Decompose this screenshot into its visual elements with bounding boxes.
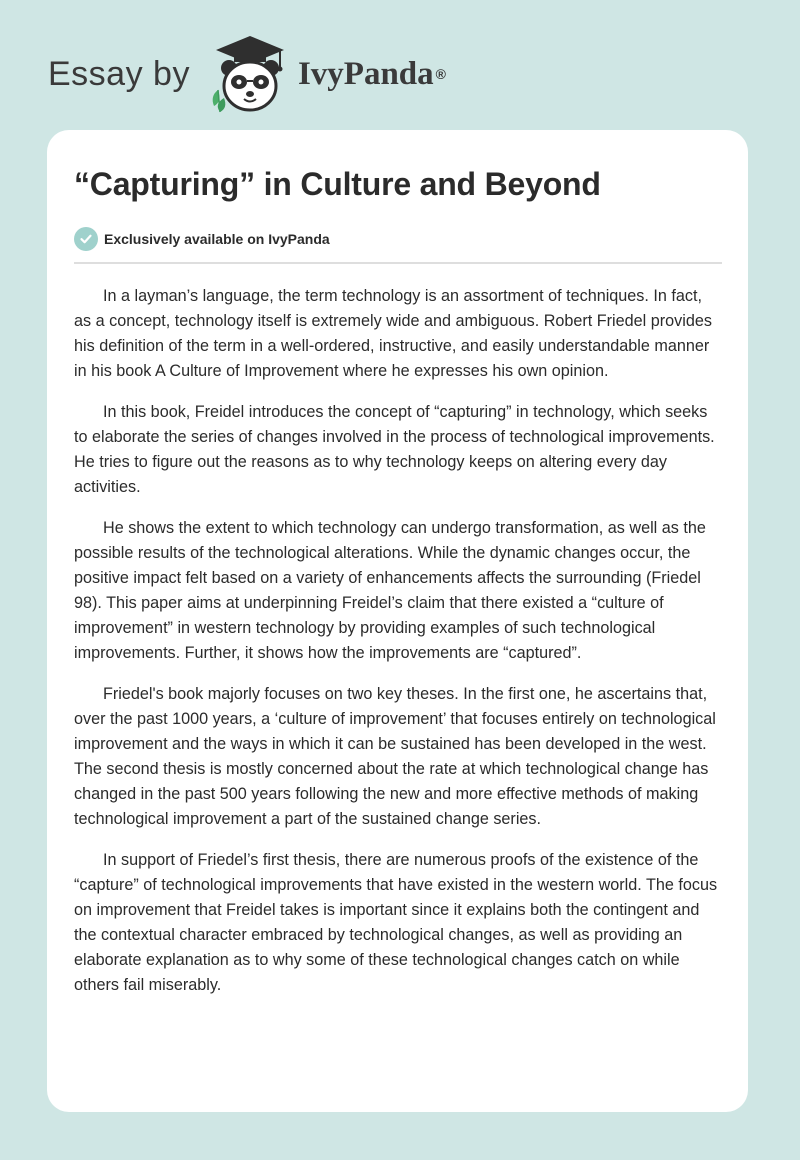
check-icon (74, 227, 98, 251)
brand-name: IvyPanda (297, 55, 434, 92)
badge-text: Exclusively available on IvyPanda (104, 231, 330, 247)
essay-body (74, 284, 722, 998)
divider (74, 262, 722, 264)
panda-logo-icon[interactable] (204, 34, 290, 114)
exclusive-badge (74, 226, 722, 252)
paragraph: In support of Friedel’s first thesis, there are numerous proofs of the existence of the “capture” of technological improvements that have existed in the western world. The focus on improvement that Freidel takes is important since it explains both the contingent and the contextual character embraced by technological changes, as well as providing an elaborate explanation as to why some of these technological changes catch on while others fail miserably. (74, 851, 718, 994)
site-header (48, 34, 446, 114)
brand-prefix: Essay by (48, 54, 190, 93)
essay-title: “Capturing” in Culture and Beyond (74, 166, 601, 202)
paragraph: In a layman’s language, the term technology is an assortment of techniques. In fact, as a concept, technology itself is extremely wide and ambiguous. Robert Friedel provides his definition of the term in a well-ordered, instructive, and easily understandable manner in his book A Culture of Improvement where he expresses his own opinion. (74, 287, 712, 380)
essay-card (47, 130, 748, 1112)
paragraph: In this book, Freidel introduces the concept of “capturing” in technology, which seeks to elaborate the series of changes involved in the process of technological improvements. He tries to figure out the reasons as to why technology keeps on altering every day activities. (74, 403, 715, 496)
registered-mark: ® (435, 66, 446, 82)
paragraph: Friedel's book majorly focuses on two key theses. In the first one, he ascertains that, over the past 1000 years, a ‘culture of improvement’ that focuses entirely on technological improvement and the ways in which it can be sustained has been developed in the west. The second thesis is mostly concerned about the rate at which technological change has changed in the past 500 years following the new and more effective methods of making technological improvement a part of the sustained change series. (74, 685, 716, 828)
paragraph: He shows the extent to which technology can undergo transformation, as well as the possible results of the technological alterations. While the dynamic changes occur, the positive impact felt based on a variety of enhancements affects the surrounding (Friedel 98). This paper aims at underpinning Freidel’s claim that there existed a “culture of improvement” in western technology by providing examples of such technological improvements. Further, it shows how the improvements are “captured”. (74, 519, 706, 662)
